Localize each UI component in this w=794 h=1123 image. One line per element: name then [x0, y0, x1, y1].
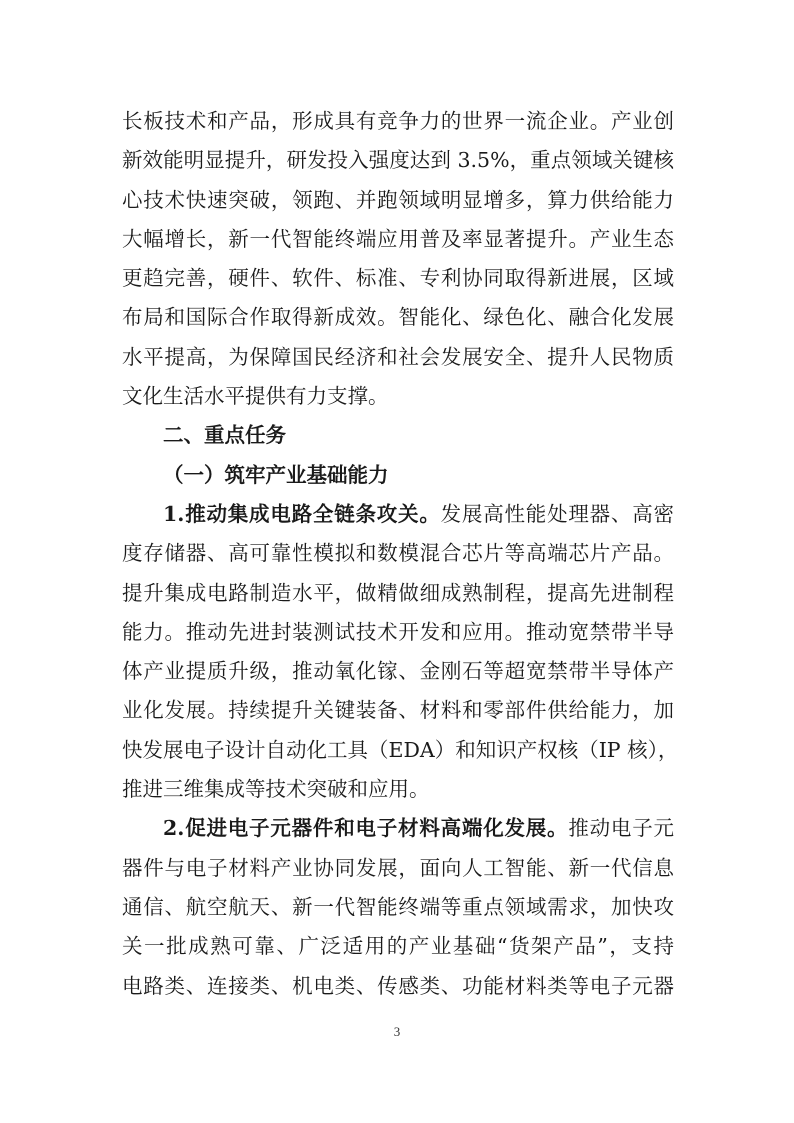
text-line: 能力。推动先进封装测试技术开发和应用。推动宽禁带半导	[122, 619, 674, 644]
text-line	[122, 809, 674, 848]
text-line: 长板技术和产品，形成具有竞争力的世界一流企业。产业创	[122, 109, 674, 133]
text-line: 提升集成电路制造水平，做精做细成熟制程，提高先进制程	[122, 580, 674, 605]
text-line: 布局和国际合作取得新成效。智能化、绿色化、融合化发展	[122, 305, 674, 330]
paragraph-item-1	[122, 495, 679, 809]
text-line: 心技术快速突破，领跑、并跑领域明显增多，算力供给能力	[122, 187, 674, 212]
body-text	[122, 102, 679, 1006]
text-line: 水平提高，为保障国民经济和社会发展安全、提升人民物质	[122, 344, 674, 369]
item-title: 1.推动集成电路全链条攻关。	[163, 501, 441, 526]
section-heading: 二、重点任务	[163, 423, 286, 448]
text-line	[122, 495, 674, 534]
text-line: 器件与电子材料产业协同发展，面向人工智能、新一代信息	[122, 855, 674, 880]
paragraph-goals	[122, 102, 674, 416]
text-line: 电路类、连接类、机电类、传感类、功能材料类等电子元器	[122, 973, 674, 998]
paragraph-item-2	[122, 809, 674, 1005]
page-number: 3	[393, 1024, 401, 1039]
item-text: 推动电子元	[568, 816, 675, 841]
text-line: 大幅增长，新一代智能终端应用普及率显著提升。产业生态	[122, 226, 674, 251]
text-line: 新效能明显提升，研发投入强度达到 3.5%，重点领域关键核	[122, 148, 674, 173]
text-line: 更趋完善，硬件、软件、标准、专利协同取得新进展，区域	[122, 266, 674, 291]
text-line: 度存储器、高可靠性模拟和数模混合芯片等高端芯片产品。	[122, 541, 674, 566]
text-line: 通信、航空航天、新一代智能终端等重点领域需求，加快攻	[122, 894, 674, 919]
text-line: 文化生活水平提供有力支撑。	[122, 384, 389, 409]
item-title: 2.促进电子元器件和电子材料高端化发展。	[163, 816, 569, 841]
item-text: 发展高性能处理器、高密	[440, 501, 675, 526]
text-line: 关一批成熟可靠、广泛适用的产业基础“货架产品”，支持	[122, 934, 674, 959]
text-line: 推进三维集成等技术突破和应用。	[122, 777, 430, 802]
text-line: 体产业提质升级，推动氧化镓、金刚石等超宽禁带半导体产	[122, 659, 674, 684]
text-line: 快发展电子设计自动化工具（EDA）和知识产权核（IP 核），	[122, 737, 679, 762]
subsection-heading: （一）筑牢产业基础能力	[163, 462, 389, 487]
text-line: 业化发展。持续提升关键装备、材料和零部件供给能力，加	[122, 698, 674, 723]
